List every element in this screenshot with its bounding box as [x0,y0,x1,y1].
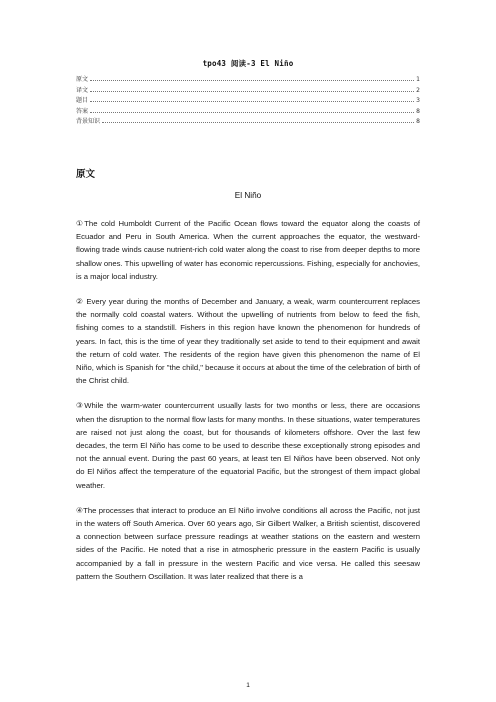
toc-dot-leader [90,101,414,102]
toc-dot-leader [90,91,414,92]
toc-entry-page: 3 [416,97,420,104]
toc-dot-leader [90,80,414,81]
toc-entry[interactable] [76,74,420,85]
paragraph-2: ② Every year during the months of December and January, a weak, warm countercurrent replaces the normally cold coastal waters. Without the upwelling of nutrients from below to feed the fish, fishing comes to a standstill. Fishers in this region have known the phenomenon for hundreds of years. In fact, this is the time of year they traditionally set aside to tend to their equipment and await the return of cold water. The residents of the region have given this phenomenon the name of El Niño, which is Spanish for "the child," because it occurs at about the time of the celebration of birth of the Christ child. [76,297,420,386]
paragraph-4: ④The processes that interact to produce an El Niño involve conditions all across the Pacific, not just in the waters off South America. Over 60 years ago, Sir Gilbert Walker, a British scientist, discovered a connection between surface pressure readings at weather stations on the eastern and western sides of the Pacific. He noted that a rise in atmospheric pressure in the eastern Pacific is usually accompanied by a fall in pressure in the western Pacific and vice versa. He called this seesaw pattern the Southern Oscillation. It was later realized that there is a [76,505,420,581]
article-title: El Niño [234,191,262,200]
section-heading: 原文 [76,169,96,180]
article-body [76,217,420,595]
document-title: tpo43 阅读-3 El Niño [202,59,294,68]
toc-entry-label: 背景知识 [76,118,101,125]
paragraph-1: ①The cold Humboldt Current of the Pacific Ocean flows toward the equator along the coasts of Ecuador and Peru in South America. When the current approaches the equator, the westward-flowing trade winds cause nutrient-rich cold water along the coast to rise from deeper depths to more shallow ones. This upwelling of water has economic repercussions. Fishing, especially for anchovies, is a major local industry. [76,219,420,281]
toc-entry-label: 译文 [76,86,89,94]
page-number: 1 [246,682,250,689]
toc-dot-leader [102,122,414,123]
toc-entry[interactable] [76,95,420,106]
toc-entry-label: 原文 [76,76,89,83]
toc-entry-page: 8 [416,118,420,125]
toc-entry[interactable] [76,116,420,127]
toc-entry-label: 题目 [76,97,89,104]
toc-entry[interactable] [76,85,420,96]
toc-entry-label: 答案 [76,107,89,115]
toc-entry[interactable] [76,106,420,117]
paragraph-3: ③While the warm-water countercurrent usually lasts for two months or less, there are occasions when the disruption to the normal flow lasts for many months. In these situations, water temperatures are raised not just along the coast, but for thousands of kilometers offshore. Over the last few decades, the term El Niño has come to be used to describe these exceptionally strong episodes and not the annual event. During the past 60 years, at least ten El Niños have been observed. Not only do El Niños affect the temperature of the equatorial Pacific, but the strongest of them impact global weather. [76,401,420,490]
toc-dot-leader [90,112,414,113]
toc-entry-page: 8 [416,107,420,115]
toc-entry-page: 2 [416,86,420,94]
toc-entry-page: 1 [416,76,420,83]
table-of-contents [76,74,420,127]
